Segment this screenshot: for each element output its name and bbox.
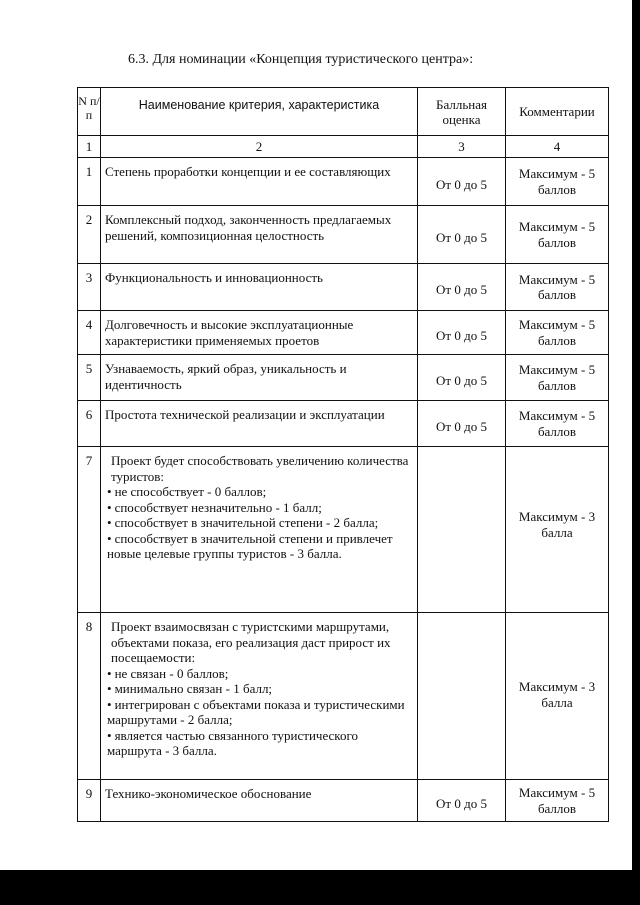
row-criterion-intro: Проект взаимосвязан с туристскими маршрутами, объектами показа, его реализация даст прирост их посещаемости:	[111, 619, 391, 665]
bullet-icon: •	[107, 665, 112, 681]
criteria-table	[77, 87, 609, 822]
table-row	[78, 311, 609, 355]
bullet-icon: •	[107, 530, 112, 546]
header-name: Наименование критерия, характеристика	[101, 88, 418, 136]
list-item: • не способствует - 0 баллов;	[107, 484, 267, 499]
row-score: От 0 до 5	[418, 401, 506, 447]
table-header-row	[78, 88, 609, 136]
list-item: • минимально связан - 1 балл;	[107, 681, 273, 696]
row-comment: Максимум - 5 баллов	[506, 311, 609, 355]
row-score	[418, 613, 506, 780]
table-row	[78, 355, 609, 401]
row-criterion	[101, 613, 418, 780]
table-row	[78, 264, 609, 311]
row-score: От 0 до 5	[418, 158, 506, 206]
table-row	[78, 401, 609, 447]
header-num: N п/п	[78, 88, 101, 136]
bullet-icon: •	[107, 727, 112, 743]
list-item: • интегрирован с объектами показа и туристическими маршрутами - 2 балла;	[107, 696, 405, 727]
scan-edge	[632, 0, 640, 870]
table-row	[78, 780, 609, 822]
row-criterion: Функциональность и инновационность	[101, 264, 418, 311]
row-score: От 0 до 5	[418, 311, 506, 355]
row-score: От 0 до 5	[418, 264, 506, 311]
column-index: 2	[101, 136, 418, 158]
row-comment: Максимум - 5 баллов	[506, 780, 609, 822]
table-row	[78, 447, 609, 613]
row-score: От 0 до 5	[418, 780, 506, 822]
row-num: 7	[78, 447, 101, 613]
column-index: 1	[78, 136, 101, 158]
table-row	[78, 613, 609, 780]
row-num: 3	[78, 264, 101, 311]
row-score: От 0 до 5	[418, 355, 506, 401]
list-item: • является частью связанного туристического маршрута - 3 балла.	[107, 727, 358, 758]
row-criterion	[101, 447, 418, 613]
row-comment: Максимум - 3 балла	[506, 613, 609, 780]
list-item: • способствует в значительной степени и привлечет новые целевые группы туристов - 3 балла.	[107, 530, 393, 561]
table-row	[78, 158, 609, 206]
row-criterion: Долговечность и высокие эксплуатационные характеристики применяемых проетов	[101, 311, 418, 355]
table-row	[78, 206, 609, 264]
row-criterion-intro: Проект будет способствовать увеличению количества туристов:	[111, 453, 409, 484]
row-comment: Максимум - 5 баллов	[506, 355, 609, 401]
row-score: От 0 до 5	[418, 206, 506, 264]
row-criterion: Узнаваемость, яркий образ, уникальность и идентичность	[101, 355, 418, 401]
row-comment: Максимум - 5 баллов	[506, 158, 609, 206]
bullet-icon: •	[107, 484, 112, 499]
bullet-icon: •	[107, 681, 112, 696]
row-score	[418, 447, 506, 613]
column-index: 4	[506, 136, 609, 158]
row-num: 4	[78, 311, 101, 355]
row-criterion: Технико-экономическое обоснование	[101, 780, 418, 822]
header-comment: Комментарии	[506, 88, 609, 136]
row-comment: Максимум - 5 баллов	[506, 206, 609, 264]
list-item: • не связан - 0 баллов;	[107, 665, 229, 681]
row-comment: Максимум - 3 балла	[506, 447, 609, 613]
column-index: 3	[418, 136, 506, 158]
row-num: 9	[78, 780, 101, 822]
bullet-icon: •	[107, 515, 112, 530]
row-criterion: Степень проработки концепции и ее составляющих	[101, 158, 418, 206]
header-score: Балльная оценка	[418, 88, 506, 136]
row-num: 6	[78, 401, 101, 447]
row-num: 5	[78, 355, 101, 401]
row-comment: Максимум - 5 баллов	[506, 264, 609, 311]
list-item: • способствует в значительной степени - 2 балла;	[107, 515, 379, 530]
column-index-row	[78, 136, 609, 158]
row-num: 8	[78, 613, 101, 780]
row-num: 2	[78, 206, 101, 264]
section-heading: 6.3. Для номинации «Концепция туристического центра»:	[128, 52, 474, 67]
bullet-icon: •	[107, 696, 112, 712]
bullet-icon: •	[107, 499, 112, 515]
row-criterion: Простота технической реализации и эксплуатации	[101, 401, 418, 447]
row-num: 1	[78, 158, 101, 206]
list-item: • способствует незначительно - 1 балл;	[107, 499, 322, 515]
row-criterion: Комплексный подход, законченность предлагаемых решений, композиционная целостность	[101, 206, 418, 264]
row-comment: Максимум - 5 баллов	[506, 401, 609, 447]
